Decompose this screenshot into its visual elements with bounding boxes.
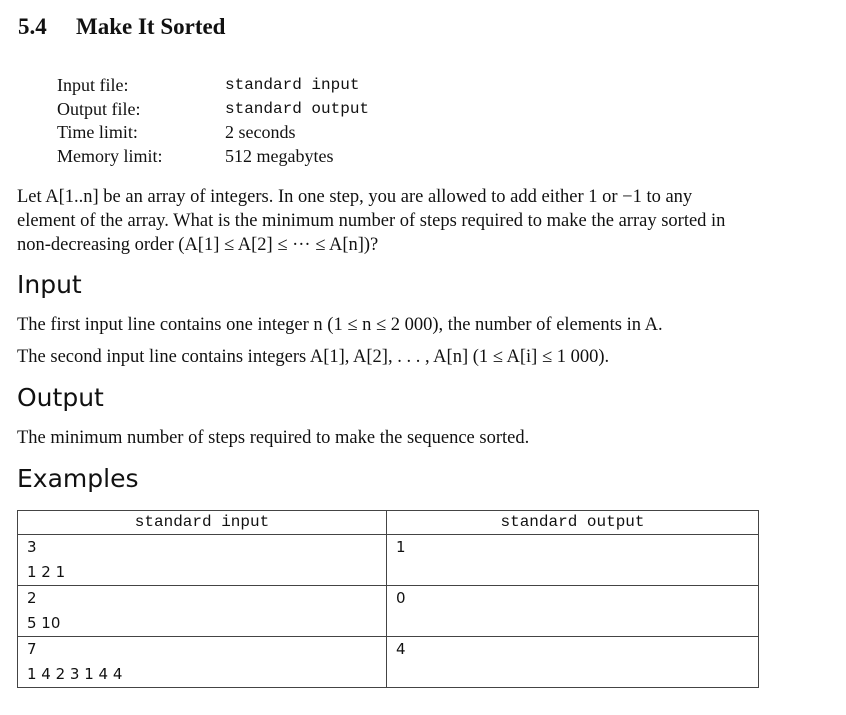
statement-line-2: element of the array. What is the minimum number of steps required to make the array sorted in xyxy=(17,211,726,231)
example-output-cell: 1 xyxy=(387,535,759,586)
output-heading: Output xyxy=(17,383,104,412)
limit-label: Input file: xyxy=(57,75,129,95)
problem-title xyxy=(18,14,225,40)
table-row xyxy=(18,637,759,688)
output-line-1: The minimum number of steps required to make the sequence sorted. xyxy=(17,428,530,448)
limit-label: Memory limit: xyxy=(57,145,163,166)
limit-value: 512 megabytes xyxy=(225,145,334,166)
limits-table xyxy=(57,74,369,168)
limit-row-memory-limit xyxy=(57,145,369,169)
limit-value: standard input xyxy=(225,76,360,94)
limit-row-input-file xyxy=(57,74,369,98)
problem-number: 5.4 xyxy=(18,14,47,39)
input-heading: Input xyxy=(17,270,82,299)
problem-name: Make It Sorted xyxy=(76,14,226,39)
examples-header-row xyxy=(18,511,759,535)
limit-row-output-file xyxy=(57,98,369,122)
limit-label: Time limit: xyxy=(57,122,138,142)
example-output-cell: 4 xyxy=(387,637,759,688)
limit-row-time-limit xyxy=(57,121,369,145)
input-line-1: The first input line contains one integer n (1 ≤ n ≤ 2 000), the number of elements in A. xyxy=(17,315,663,335)
column-header-input: standard input xyxy=(18,511,387,535)
example-input-cell: 7 1 4 2 3 1 4 4 xyxy=(18,637,387,688)
examples-heading: Examples xyxy=(17,464,139,493)
table-row xyxy=(18,586,759,637)
examples-table xyxy=(17,510,759,688)
statement-line-3: non-decreasing order (A[1] ≤ A[2] ≤ ··· ≤ A[n])? xyxy=(17,235,379,255)
limit-value: standard output xyxy=(225,99,370,118)
limit-label: Output file: xyxy=(57,98,141,119)
column-header-output: standard output xyxy=(387,511,759,535)
limit-value: 2 seconds xyxy=(225,122,296,142)
example-input-cell: 2 5 10 xyxy=(18,586,387,637)
input-line-2: The second input line contains integers A[1], A[2], . . . , A[n] (1 ≤ A[i] ≤ 1 000). xyxy=(17,347,610,367)
example-output-cell: 0 xyxy=(387,586,759,637)
example-input-cell: 3 1 2 1 xyxy=(18,535,387,586)
statement-line-1: Let A[1..n] be an array of integers. In one step, you are allowed to add either 1 or −1 to any xyxy=(17,187,693,207)
table-row xyxy=(18,535,759,586)
